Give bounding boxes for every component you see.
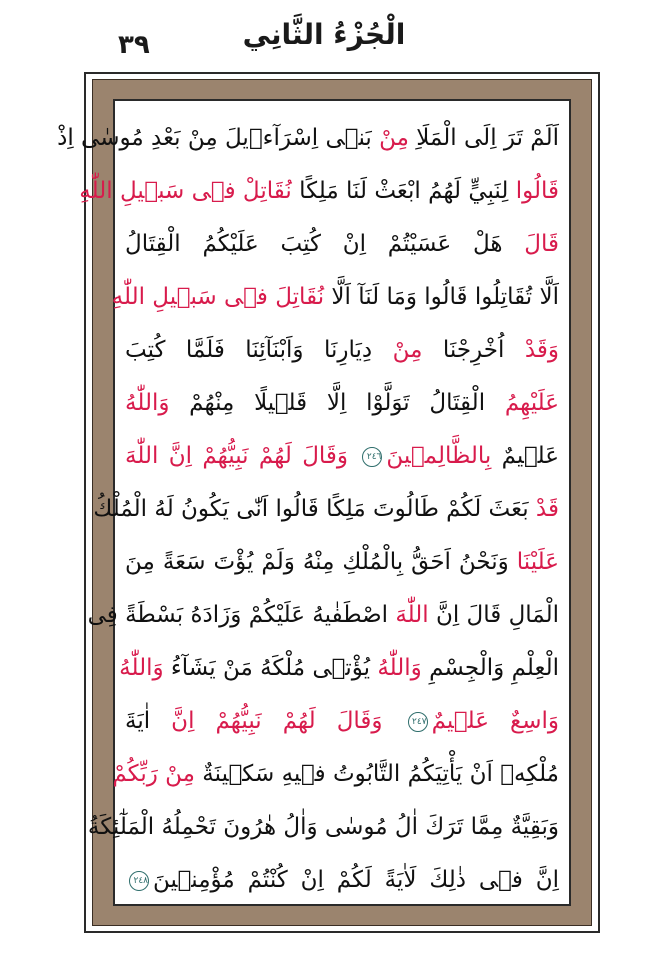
juz-title: الْجُزْءُ الثَّانِي [242, 18, 406, 51]
red-text-segment: وَقَدْ [524, 337, 559, 363]
text-line [79, 165, 559, 218]
red-text-segment: عَلَيْهِمُ [504, 390, 559, 416]
red-text-segment: مِنْ [392, 337, 423, 363]
text-line [125, 430, 559, 483]
text-line [112, 748, 559, 801]
red-text-segment: نُقَاتِلَ فٖى سَبٖيلِ اللّٰهِ [111, 284, 325, 310]
page-header [0, 0, 648, 70]
text-segment: اُخْرِجْنَا [422, 337, 525, 363]
text-segment: هَلْ عَسَيْتُمْ اِنْ كُتِبَ عَلَيْكُمُ الْقِتَالُ [125, 231, 525, 257]
text-segment: الْعِلْمِ وَالْجِسْمِ [421, 655, 559, 681]
text-segment: اَلَمْ تَرَ اِلَى الْمَلَاِ [408, 125, 559, 151]
text-line [125, 854, 559, 907]
ayah-number-marker: ٢٤٨ [129, 871, 149, 891]
red-text-segment: نُقَاتِلْ فٖى سَبٖيلِ اللّٰهِ [79, 178, 292, 204]
red-text-segment: وَاللّٰهُ [125, 390, 170, 416]
text-line [125, 377, 559, 430]
red-text-segment: قَالَ [524, 231, 559, 257]
text-line [125, 536, 559, 589]
text-line [87, 801, 559, 854]
text-segment: مُلْكِهٖ اَنْ يَأْتِيَكُمُ التَّابُوتُ فٖيهِ سَكٖينَةٌ [194, 761, 559, 787]
quran-text-block [57, 112, 560, 893]
text-segment: بَعَثَ لَكُمْ طَالُوتَ مَلِكًا قَالُوا اَنّٰى يَكُونُ لَهُ الْمُلْكُ [93, 496, 536, 522]
red-text-segment: مِنْ رَبِّكُمْ [112, 761, 195, 787]
red-text-segment: قَالُوا [515, 178, 559, 204]
text-segment: عَلٖيمٌ [491, 443, 560, 469]
text-line [57, 112, 559, 165]
red-text-segment: بِالظَّالِمٖينَ [386, 443, 492, 469]
red-text-segment: قَدْ [535, 496, 559, 522]
ayah-number-marker: ٢٤٦ [362, 447, 382, 467]
red-text-segment: وَقَالَ لَهُمْ نَبِيُّهُمْ اِنَّ [171, 708, 404, 734]
text-line [125, 218, 559, 271]
red-text-segment: اللّٰهَ [395, 602, 429, 628]
red-text-segment: وَقَالَ لَهُمْ نَبِيُّهُمْ اِنَّ اللّٰهَ [125, 443, 359, 469]
page-number: ٣٩ [118, 30, 150, 60]
text-segment: دِيَارِنَا وَاَبْنَآئِنَا فَلَمَّا كُتِبَ [125, 337, 393, 363]
red-text-segment: عَلَيْنَا [516, 549, 559, 575]
text-segment: لِنَبِيٍّ لَهُمُ ابْعَثْ لَنَا مَلِكًا [291, 178, 516, 204]
text-segment: بَنٖى اِسْرَآءٖيلَ مِنْ بَعْدِ مُوسٰى اِذْ [57, 125, 380, 151]
text-segment: يُؤْتٖى مُلْكَهُ مَنْ يَشَآءُ [163, 655, 378, 681]
text-segment: وَنَحْنُ اَحَقُّ بِالْمُلْكِ مِنْهُ وَلَمْ يُؤْتَ سَعَةً مِنَ [125, 549, 517, 575]
text-line [87, 589, 559, 642]
red-text-segment: وَاللّٰهُ [377, 655, 422, 681]
text-line [125, 324, 559, 377]
text-segment: اٰيَةَ [125, 708, 172, 734]
red-text-segment: وَاللّٰهُ [119, 655, 164, 681]
text-line [93, 483, 559, 536]
ayah-number-marker: ٢٤٧ [408, 712, 428, 732]
text-line [119, 642, 559, 695]
text-segment: اَلَّا تُقَاتِلُوا قَالُوا وَمَا لَنَآ اَلَّا [324, 284, 559, 310]
text-segment: وَبَقِيَّةٌ مِمَّا تَرَكَ اٰلُ مُوسٰى وَاٰلُ هٰرُونَ تَحْمِلُهُ الْمَلٰٓئِكَةُ [87, 814, 559, 840]
text-segment: اصْطَفٰيهُ عَلَيْكُمْ وَزَادَهُ بَسْطَةً فِى [87, 602, 396, 628]
text-segment: الْقِتَالُ تَوَلَّوْا اِلَّا قَلٖيلًا مِنْهُمْ [169, 390, 505, 416]
text-line [111, 271, 559, 324]
text-segment: الْمَالِ قَالَ اِنَّ [428, 602, 559, 628]
text-line [125, 695, 559, 748]
text-segment: اِنَّ فٖى ذٰلِكَ لَاٰيَةً لَكُمْ اِنْ كُنْتُمْ مُؤْمِنٖينَ [153, 867, 559, 893]
red-text-segment: وَاسِعٌ عَلٖيمٌ [431, 708, 560, 734]
red-text-segment: مِنْ [379, 125, 409, 151]
